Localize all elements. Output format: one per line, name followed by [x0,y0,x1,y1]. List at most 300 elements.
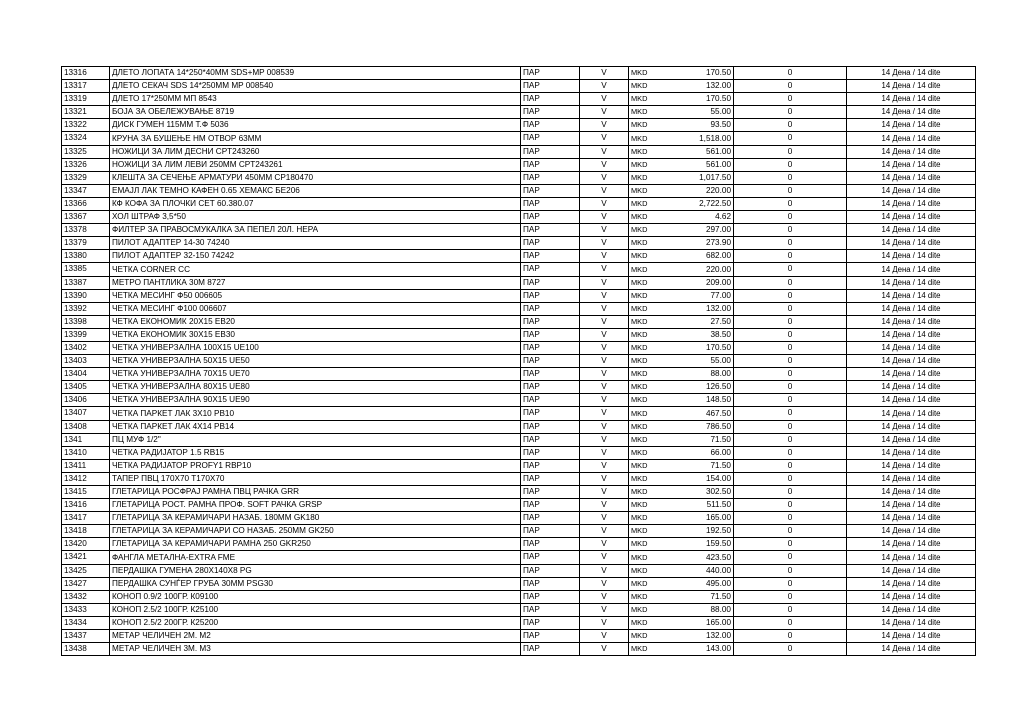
table-row [62,302,976,315]
quantity-cell: 0 [734,499,847,512]
price-cell: 4.62 [655,211,734,224]
quantity-cell: 0 [734,512,847,525]
tax-class-cell: V [580,184,629,197]
currency-cell: MKD [629,538,656,551]
unit-cell: ПАР [521,341,580,354]
unit-cell: ПАР [521,643,580,656]
currency-cell: MKD [629,302,656,315]
delivery-term-cell: 14 Дена / 14 dite [847,211,976,224]
item-name-cell: ФИЛТЕР ЗА ПРАВОСМУКАЛКА ЗА ПЕПЕЛ 20Л. HEPA [110,224,521,237]
table-row [62,132,976,145]
price-cell: 2,722.50 [655,197,734,210]
table-row [62,577,976,590]
quantity-cell: 0 [734,368,847,381]
table-row [62,341,976,354]
tax-class-cell: V [580,93,629,106]
unit-cell: ПАР [521,158,580,171]
quantity-cell: 0 [734,630,847,643]
tax-class-cell: V [580,616,629,629]
item-name-cell: МЕТАР ЧЕЛИЧЕН 3М. M3 [110,643,521,656]
quantity-cell: 0 [734,446,847,459]
item-code-cell: 13406 [62,394,110,407]
item-code-cell: 13366 [62,197,110,210]
table-row [62,145,976,158]
item-name-cell: ДИСК ГУМЕН 115ММ Т.Ф 5036 [110,119,521,132]
currency-cell: MKD [629,551,656,564]
item-code-cell: 13418 [62,525,110,538]
item-name-cell: ГЛЕТАРИЦА ЗА КЕРАМИЧАРИ СО НАЗАБ. 250ММ GK250 [110,525,521,538]
currency-cell: MKD [629,407,656,420]
table-row [62,486,976,499]
table-row [62,263,976,276]
unit-cell: ПАР [521,603,580,616]
currency-cell: MKD [629,263,656,276]
item-code-cell: 13412 [62,472,110,485]
tax-class-cell: V [580,328,629,341]
delivery-term-cell: 14 Дена / 14 dite [847,315,976,328]
table-row [62,420,976,433]
delivery-term-cell: 14 Дена / 14 dite [847,420,976,433]
quantity-cell: 0 [734,67,847,80]
delivery-term-cell: 14 Дена / 14 dite [847,368,976,381]
tax-class-cell: V [580,577,629,590]
currency-cell: MKD [629,315,656,328]
delivery-term-cell: 14 Дена / 14 dite [847,446,976,459]
tax-class-cell: V [580,446,629,459]
table-row [62,93,976,106]
price-cell: 495.00 [655,577,734,590]
item-name-cell: ЧЕТКА ПАРКЕТ ЛАК 4X14 PB14 [110,420,521,433]
delivery-term-cell: 14 Дена / 14 dite [847,197,976,210]
price-cell: 143.00 [655,643,734,656]
unit-cell: ПАР [521,564,580,577]
table-row [62,119,976,132]
currency-cell: MKD [629,564,656,577]
table-row [62,211,976,224]
table-row [62,433,976,446]
delivery-term-cell: 14 Дена / 14 dite [847,237,976,250]
tax-class-cell: V [580,80,629,93]
item-code-cell: 13319 [62,93,110,106]
unit-cell: ПАР [521,302,580,315]
price-cell: 88.00 [655,603,734,616]
quantity-cell: 0 [734,643,847,656]
unit-cell: ПАР [521,197,580,210]
currency-cell: MKD [629,171,656,184]
price-list-body [62,67,976,656]
tax-class-cell: V [580,590,629,603]
table-row [62,525,976,538]
currency-cell: MKD [629,132,656,145]
item-name-cell: ЧЕТКА УНИВЕРЗАЛНА 90X15 UE90 [110,394,521,407]
price-cell: 132.00 [655,630,734,643]
unit-cell: ПАР [521,224,580,237]
item-name-cell: ГЛЕТАРИЦА ЗА КЕРАМИЧАРИ РАМНА 250 GKR250 [110,538,521,551]
item-name-cell: ЧЕТКА УНИВЕРЗАЛНА 50X15 UE50 [110,355,521,368]
currency-cell: MKD [629,394,656,407]
item-name-cell: БОЈА ЗА ОБЕЛЕЖУВАЊЕ 8719 [110,106,521,119]
item-code-cell: 13408 [62,420,110,433]
delivery-term-cell: 14 Дена / 14 dite [847,93,976,106]
item-code-cell: 13378 [62,224,110,237]
delivery-term-cell: 14 Дена / 14 dite [847,472,976,485]
item-code-cell: 13432 [62,590,110,603]
tax-class-cell: V [580,433,629,446]
delivery-term-cell: 14 Дена / 14 dite [847,551,976,564]
table-row [62,315,976,328]
item-name-cell: ДЛЕТО СЕКАЧ SDS 14*250MM MP 008540 [110,80,521,93]
currency-cell: MKD [629,145,656,158]
price-list-table [61,66,976,656]
tax-class-cell: V [580,237,629,250]
unit-cell: ПАР [521,486,580,499]
tax-class-cell: V [580,145,629,158]
item-name-cell: КОНОП 2.5/2 100ГР. К25100 [110,603,521,616]
price-cell: 93.50 [655,119,734,132]
currency-cell: MKD [629,381,656,394]
item-code-cell: 13402 [62,341,110,354]
item-name-cell: ГЛЕТАРИЦА РОСТ. РАМНА ПРОФ. SOFT РАЧКА GRSP [110,499,521,512]
table-row [62,512,976,525]
quantity-cell: 0 [734,197,847,210]
quantity-cell: 0 [734,616,847,629]
quantity-cell: 0 [734,250,847,263]
delivery-term-cell: 14 Дена / 14 dite [847,355,976,368]
quantity-cell: 0 [734,237,847,250]
item-name-cell: ТАПЕР ПВЦ 170X70 T170X70 [110,472,521,485]
table-row [62,237,976,250]
item-code-cell: 13390 [62,289,110,302]
tax-class-cell: V [580,119,629,132]
tax-class-cell: V [580,67,629,80]
item-name-cell: МЕТРО ПАНТЛИКА 30М 8727 [110,276,521,289]
item-name-cell: КЛЕШТА ЗА СЕЧЕЊЕ АРМАТУРИ 450ММ CP180470 [110,171,521,184]
unit-cell: ПАР [521,433,580,446]
currency-cell: MKD [629,341,656,354]
quantity-cell: 0 [734,551,847,564]
tax-class-cell: V [580,486,629,499]
price-cell: 192.50 [655,525,734,538]
price-cell: 273.90 [655,237,734,250]
price-cell: 27.50 [655,315,734,328]
price-cell: 682.00 [655,250,734,263]
unit-cell: ПАР [521,106,580,119]
tax-class-cell: V [580,394,629,407]
currency-cell: MKD [629,499,656,512]
currency-cell: MKD [629,80,656,93]
price-cell: 165.00 [655,512,734,525]
quantity-cell: 0 [734,538,847,551]
delivery-term-cell: 14 Дена / 14 dite [847,486,976,499]
tax-class-cell: V [580,407,629,420]
item-name-cell: ХОЛ ШТРАФ 3,5*50 [110,211,521,224]
item-code-cell: 13437 [62,630,110,643]
item-code-cell: 13433 [62,603,110,616]
unit-cell: ПАР [521,263,580,276]
currency-cell: MKD [629,590,656,603]
delivery-term-cell: 14 Дена / 14 dite [847,184,976,197]
item-name-cell: НОЖИЦИ ЗА ЛИМ ДЕСНИ CPT243260 [110,145,521,158]
quantity-cell: 0 [734,525,847,538]
table-row [62,590,976,603]
unit-cell: ПАР [521,420,580,433]
tax-class-cell: V [580,564,629,577]
currency-cell: MKD [629,119,656,132]
item-name-cell: ЧЕТКА УНИВЕРЗАЛНА 100X15 UE100 [110,341,521,354]
unit-cell: ПАР [521,315,580,328]
tax-class-cell: V [580,459,629,472]
quantity-cell: 0 [734,341,847,354]
delivery-term-cell: 14 Дена / 14 dite [847,250,976,263]
table-row [62,603,976,616]
currency-cell: MKD [629,237,656,250]
table-row [62,394,976,407]
item-code-cell: 13380 [62,250,110,263]
tax-class-cell: V [580,512,629,525]
item-code-cell: 13415 [62,486,110,499]
delivery-term-cell: 14 Дена / 14 dite [847,132,976,145]
tax-class-cell: V [580,603,629,616]
unit-cell: ПАР [521,512,580,525]
table-row [62,499,976,512]
item-code-cell: 13367 [62,211,110,224]
table-row [62,80,976,93]
delivery-term-cell: 14 Дена / 14 dite [847,564,976,577]
item-name-cell: ПЕРДАШКА СУНЃЕР ГРУБА 30ММ PSG30 [110,577,521,590]
tax-class-cell: V [580,289,629,302]
currency-cell: MKD [629,472,656,485]
delivery-term-cell: 14 Дена / 14 dite [847,145,976,158]
unit-cell: ПАР [521,145,580,158]
item-name-cell: ЧЕТКА УНИВЕРЗАЛНА 80X15 UE80 [110,381,521,394]
table-row [62,643,976,656]
item-code-cell: 13392 [62,302,110,315]
item-code-cell: 13316 [62,67,110,80]
item-name-cell: ЧЕТКА ЕКОНОМИК 20X15 EB20 [110,315,521,328]
currency-cell: MKD [629,446,656,459]
table-row [62,368,976,381]
currency-cell: MKD [629,184,656,197]
currency-cell: MKD [629,276,656,289]
quantity-cell: 0 [734,106,847,119]
tax-class-cell: V [580,381,629,394]
delivery-term-cell: 14 Дена / 14 dite [847,512,976,525]
table-row [62,106,976,119]
item-code-cell: 13410 [62,446,110,459]
quantity-cell: 0 [734,407,847,420]
unit-cell: ПАР [521,525,580,538]
price-cell: 1,017.50 [655,171,734,184]
quantity-cell: 0 [734,289,847,302]
unit-cell: ПАР [521,499,580,512]
item-name-cell: ЧЕТКА МЕСИНГ Ф50 006605 [110,289,521,302]
tax-class-cell: V [580,551,629,564]
unit-cell: ПАР [521,93,580,106]
unit-cell: ПАР [521,381,580,394]
unit-cell: ПАР [521,577,580,590]
price-cell: 1,518.00 [655,132,734,145]
delivery-term-cell: 14 Дена / 14 dite [847,80,976,93]
item-name-cell: ГЛЕТАРИЦА РОСФРАЈ РАМНА ПВЦ РАЧКА GRR [110,486,521,499]
price-cell: 132.00 [655,80,734,93]
price-cell: 71.50 [655,590,734,603]
item-name-cell: КРУНА ЗА БУШЕЊЕ НМ ОТВОР 63ММ [110,132,521,145]
tax-class-cell: V [580,263,629,276]
item-code-cell: 13404 [62,368,110,381]
price-cell: 297.00 [655,224,734,237]
item-code-cell: 13434 [62,616,110,629]
table-row [62,564,976,577]
price-cell: 209.00 [655,276,734,289]
table-row [62,250,976,263]
tax-class-cell: V [580,341,629,354]
tax-class-cell: V [580,643,629,656]
table-row [62,328,976,341]
item-name-cell: НОЖИЦИ ЗА ЛИМ ЛЕВИ 250ММ CPT243261 [110,158,521,171]
item-code-cell: 13317 [62,80,110,93]
table-row [62,446,976,459]
unit-cell: ПАР [521,328,580,341]
table-row [62,224,976,237]
price-cell: 71.50 [655,459,734,472]
table-row [62,459,976,472]
item-name-cell: ЧЕТКА ПАРКЕТ ЛАК 3X10 PB10 [110,407,521,420]
table-row [62,616,976,629]
tax-class-cell: V [580,132,629,145]
table-row [62,381,976,394]
item-code-cell: 13321 [62,106,110,119]
tax-class-cell: V [580,525,629,538]
currency-cell: MKD [629,106,656,119]
tax-class-cell: V [580,355,629,368]
unit-cell: ПАР [521,630,580,643]
delivery-term-cell: 14 Дена / 14 dite [847,341,976,354]
item-name-cell: ПИЛОТ АДАПТЕР 14-30 74240 [110,237,521,250]
delivery-term-cell: 14 Дена / 14 dite [847,459,976,472]
quantity-cell: 0 [734,184,847,197]
currency-cell: MKD [629,525,656,538]
item-name-cell: ЧЕТКА CORNER CC [110,263,521,276]
price-cell: 220.00 [655,263,734,276]
tax-class-cell: V [580,420,629,433]
delivery-term-cell: 14 Дена / 14 dite [847,499,976,512]
item-code-cell: 13398 [62,315,110,328]
item-code-cell: 13425 [62,564,110,577]
delivery-term-cell: 14 Дена / 14 dite [847,394,976,407]
unit-cell: ПАР [521,538,580,551]
price-cell: 220.00 [655,184,734,197]
currency-cell: MKD [629,289,656,302]
delivery-term-cell: 14 Дена / 14 dite [847,590,976,603]
price-cell: 170.50 [655,93,734,106]
unit-cell: ПАР [521,237,580,250]
tax-class-cell: V [580,106,629,119]
quantity-cell: 0 [734,224,847,237]
currency-cell: MKD [629,603,656,616]
item-name-cell: КФ КОФА ЗА ПЛОЧКИ СЕТ 60.380.07 [110,197,521,210]
item-name-cell: ЧЕТКА МЕСИНГ Ф100 006607 [110,302,521,315]
quantity-cell: 0 [734,381,847,394]
delivery-term-cell: 14 Дена / 14 dite [847,525,976,538]
price-cell: 66.00 [655,446,734,459]
item-name-cell: КОНОП 2.5/2 200ГР. К25200 [110,616,521,629]
tax-class-cell: V [580,630,629,643]
price-cell: 170.50 [655,67,734,80]
delivery-term-cell: 14 Дена / 14 dite [847,616,976,629]
quantity-cell: 0 [734,119,847,132]
item-name-cell: ПЕРДАШКА ГУМЕНА 280X140X8 PG [110,564,521,577]
price-cell: 440.00 [655,564,734,577]
quantity-cell: 0 [734,590,847,603]
item-name-cell: ЧЕТКА ЕКОНОМИК 30X15 EB30 [110,328,521,341]
table-row [62,171,976,184]
currency-cell: MKD [629,328,656,341]
delivery-term-cell: 14 Дена / 14 dite [847,289,976,302]
currency-cell: MKD [629,158,656,171]
quantity-cell: 0 [734,211,847,224]
item-code-cell: 13407 [62,407,110,420]
price-cell: 302.50 [655,486,734,499]
currency-cell: MKD [629,211,656,224]
quantity-cell: 0 [734,433,847,446]
item-code-cell: 13379 [62,237,110,250]
unit-cell: ПАР [521,394,580,407]
delivery-term-cell: 14 Дена / 14 dite [847,276,976,289]
tax-class-cell: V [580,538,629,551]
quantity-cell: 0 [734,158,847,171]
table-row [62,197,976,210]
item-name-cell: КОНОП 0.9/2 100ГР. К09100 [110,590,521,603]
item-code-cell: 13347 [62,184,110,197]
price-cell: 38.50 [655,328,734,341]
table-row [62,472,976,485]
unit-cell: ПАР [521,184,580,197]
item-name-cell: ЧЕТКА РАДИЈАТОР PROFY1 RBP10 [110,459,521,472]
tax-class-cell: V [580,368,629,381]
table-row [62,289,976,302]
item-code-cell: 13411 [62,459,110,472]
price-cell: 55.00 [655,355,734,368]
table-row [62,276,976,289]
quantity-cell: 0 [734,171,847,184]
table-row [62,630,976,643]
unit-cell: ПАР [521,119,580,132]
quantity-cell: 0 [734,302,847,315]
item-code-cell: 13421 [62,551,110,564]
price-cell: 165.00 [655,616,734,629]
item-code-cell: 13427 [62,577,110,590]
unit-cell: ПАР [521,80,580,93]
item-code-cell: 1341 [62,433,110,446]
price-cell: 126.50 [655,381,734,394]
unit-cell: ПАР [521,590,580,603]
currency-cell: MKD [629,197,656,210]
unit-cell: ПАР [521,132,580,145]
currency-cell: MKD [629,433,656,446]
price-cell: 786.50 [655,420,734,433]
quantity-cell: 0 [734,80,847,93]
currency-cell: MKD [629,355,656,368]
item-code-cell: 13326 [62,158,110,171]
delivery-term-cell: 14 Дена / 14 dite [847,643,976,656]
delivery-term-cell: 14 Дена / 14 dite [847,577,976,590]
quantity-cell: 0 [734,603,847,616]
delivery-term-cell: 14 Дена / 14 dite [847,171,976,184]
price-cell: 71.50 [655,433,734,446]
table-row [62,184,976,197]
quantity-cell: 0 [734,328,847,341]
quantity-cell: 0 [734,145,847,158]
